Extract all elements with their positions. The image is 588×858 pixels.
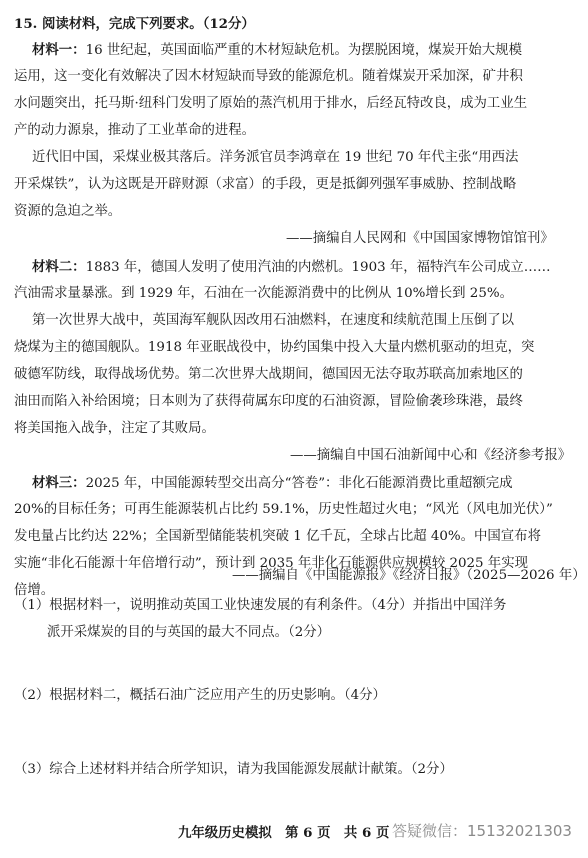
material1-line-6: 开采煤铁”，认为这既是开辟财源（求富）的手段，更是抵御列强军事威胁、控制战略 xyxy=(14,177,517,192)
material1-line-2: 运用，这一变化有效解决了因木材短缺而导致的能源危机。随着煤炭开采加深，矿井积 xyxy=(14,69,523,84)
material1-line-4: 产的动力源泉，推动了工业革命的进程。 xyxy=(14,123,256,138)
material2-line-3: 第一次世界大战中，英国海军舰队因改用石油燃料，在速度和续航范围上压倒了以 xyxy=(32,313,515,328)
material1-line-7: 资源的急迫之举。 xyxy=(14,204,122,219)
watermark: 答疑微信：15132021303 xyxy=(392,822,572,840)
material2-line-2: 汽油需求量暴涨。到 1929 年，石油在一次能源消费中的比例从 10%增长到 25%。 xyxy=(14,286,513,301)
material1-label: 材料一： xyxy=(32,42,86,58)
material3-label: 材料三： xyxy=(32,475,86,491)
page-footer: 九年级历史模拟 第 6 页 共 6 页 xyxy=(178,825,390,841)
material1-line-1: 材料一：16 世纪起，英国面临严重的木材短缺危机。为摆脱困境，煤炭开始大规模 xyxy=(32,42,522,58)
question-3: （3）综合上述材料并结合所学知识，请为我国能源发展献计献策。（2分） xyxy=(14,762,453,777)
question-1-line-2: 派开采煤炭的目的与英国的最大不同点。（2分） xyxy=(47,625,331,640)
question-1-line-1: （1）根据材料一，说明推动英国工业快速发展的有利条件。（4分）并指出中国洋务 xyxy=(14,598,507,613)
question-header: 15. 阅读材料，完成下列要求。（12分） xyxy=(14,16,255,32)
material3-line-1: 材料三：2025 年，中国能源转型交出高分“答卷”：非化石能源消费比重超额完成 xyxy=(32,475,513,491)
material2-line-7: 将美国拖入战争，注定了其败局。 xyxy=(14,421,215,436)
material3-line-5: 倍增。 xyxy=(14,583,55,598)
question-2: （2）根据材料二，概括石油广泛应用产生的历史影响。（4分） xyxy=(14,688,386,703)
material3-line-3: 发电量占比约达 22%；全国新型储能装机突破 1 亿千瓦，全球占比超 40%。中国宣布将 xyxy=(14,529,541,544)
material2-source: ——摘编自中国石油新闻中心和《经济参考报》 xyxy=(290,448,572,463)
material3-source: ——摘编自《中国能源报》《经济日报》（2025—2026 年） xyxy=(232,568,586,583)
material1-line-3: 水问题突出，托马斯·纽科门发明了原始的蒸汽机用于排水，后经瓦特改良，成为工业生 xyxy=(14,96,528,111)
material3-line-2: 20%的目标任务；可再生能源装机占比约 59.1%，历史性超过火电；“风光（风电加光伏）” xyxy=(14,502,553,517)
material3-line-4: 实施“非化石能源十年倍增行动”，预计到 2035 年非化石能源供应规模较 2025 年实现 xyxy=(14,556,528,571)
material2-line-1: 材料二：1883 年，德国人发明了使用汽油的内燃机。1903 年，福特汽车公司成立…… xyxy=(32,259,551,275)
material2-line-4: 烧煤为主的德国舰队。1918 年亚眠战役中，协约国集中投入大量内燃机驱动的坦克，突 xyxy=(14,340,535,355)
material2-line-6: 油田而陷入补给困境；日本则为了获得荷属东印度的石油资源，冒险偷袭珍珠港，最终 xyxy=(14,394,523,409)
material2-label: 材料二： xyxy=(32,259,86,275)
material1-source: ——摘编自人民网和《中国国家博物馆馆刊》 xyxy=(286,231,554,246)
material2-line-5: 破德军防线，取得战场优势。第二次世界大战期间，德国因无法夺取苏联高加索地区的 xyxy=(14,367,523,382)
material1-line-5: 近代旧中国，采煤业极其落后。洋务派官员李鸿章在 19 世纪 70 年代主张“用西法 xyxy=(32,150,519,165)
